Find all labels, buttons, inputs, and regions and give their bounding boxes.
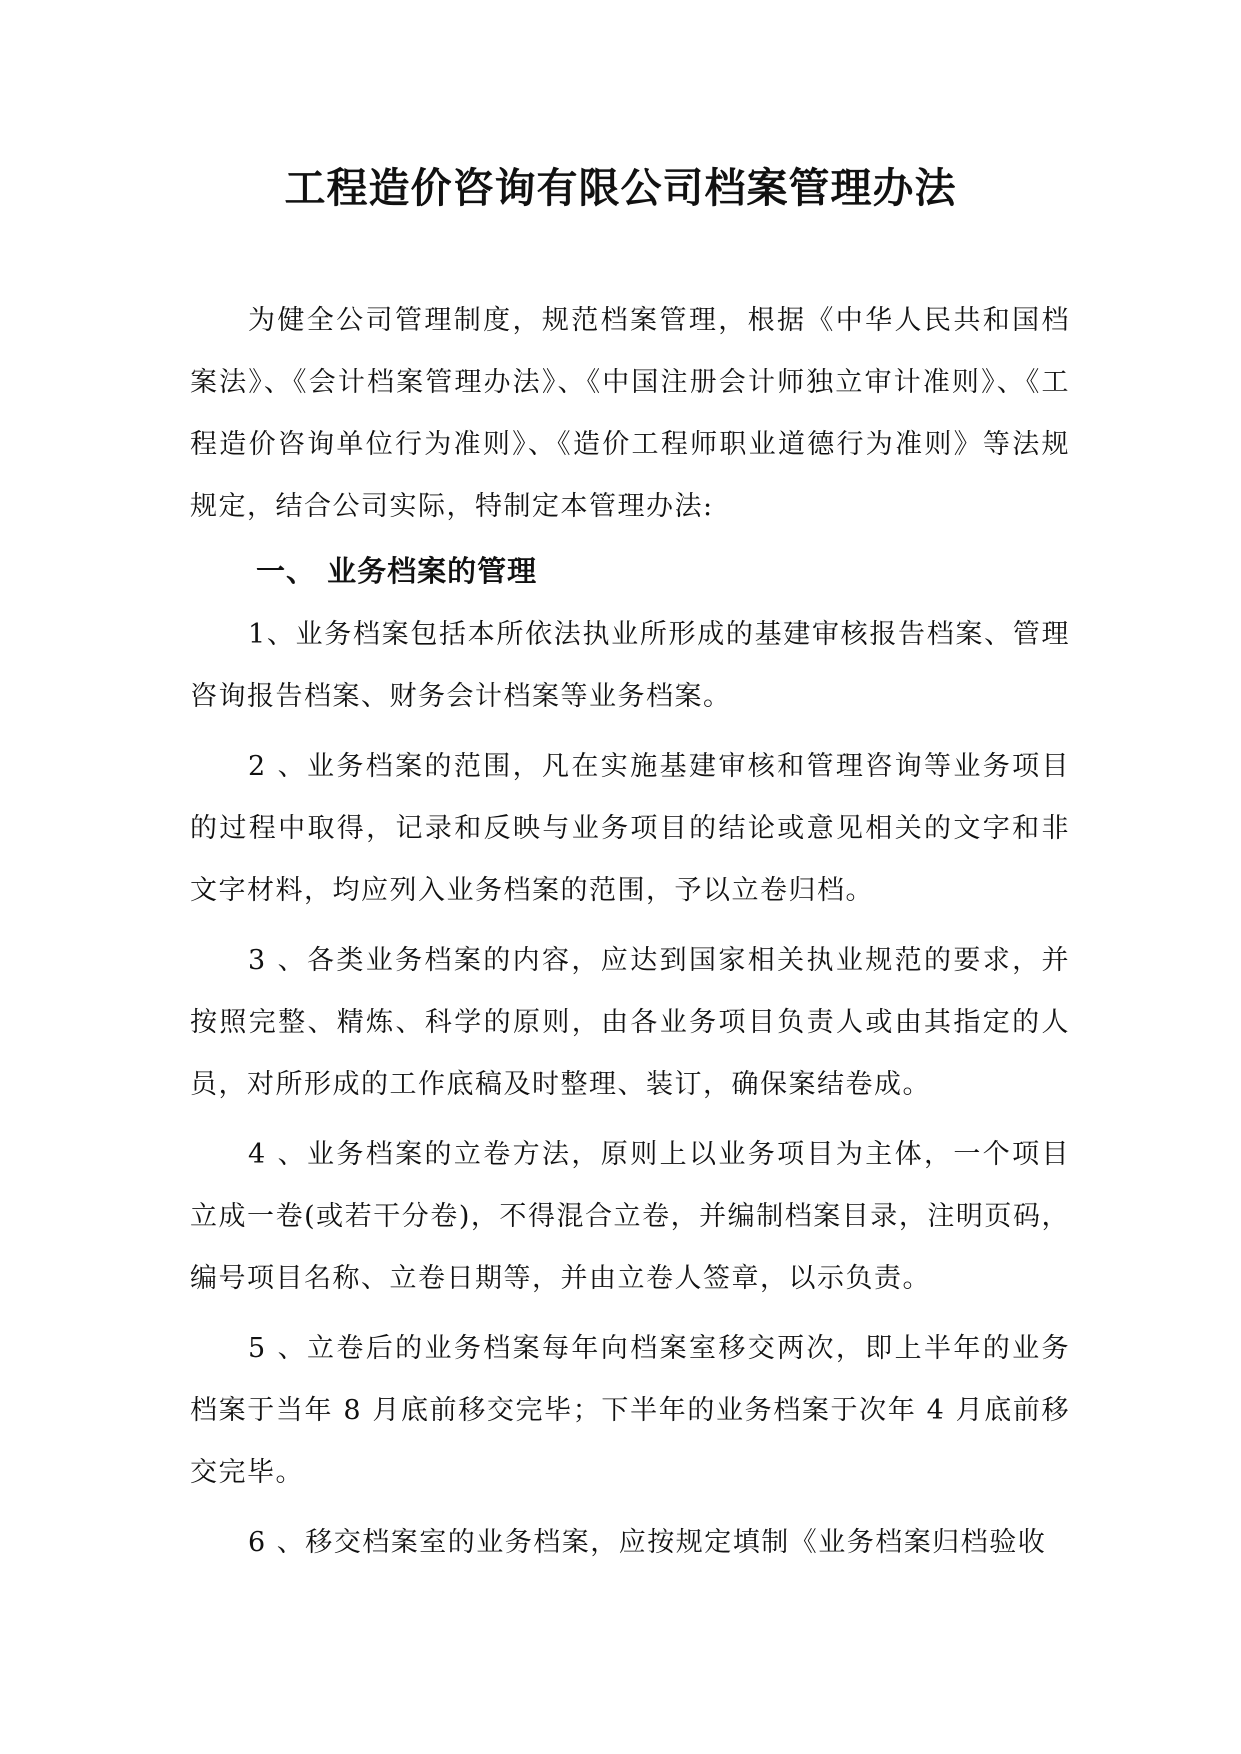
intro-paragraph: 为健全公司管理制度，规范档案管理，根据《中华人民共和国档案法》、《会计档案管理办法》、《中国注册会计师独立审计准则》、《工程造价咨询单位行为准则》、《造价工程师职业道德行为准则》等法规规定，结合公司实际，特制定本管理办法: (190, 305, 1070, 522)
document-body (190, 290, 1070, 1574)
list-item: 5 、立卷后的业务档案每年向档案室移交两次，即上半年的业务档案于当年 8 月底前移交完毕；下半年的业务档案于次年 4 月底前移交完毕。 (190, 1333, 1070, 1488)
list-item: 1、业务档案包括本所依法执业所形成的基建审核报告档案、管理咨询报告档案、财务会计档案等业务档案。 (190, 619, 1070, 712)
list-item: 4 、业务档案的立卷方法，原则上以业务项目为主体，一个项目立成一卷(或若干分卷)，不得混合立卷，并编制档案目录，注明页码，编号项目名称、立卷日期等，并由立卷人签章，以示负责。 (190, 1139, 1070, 1294)
list-item: 2 、业务档案的范围，凡在实施基建审核和管理咨询等业务项目的过程中取得，记录和反映与业务项目的结论或意见相关的文字和非文字材料，均应列入业务档案的范围，予以立卷归档。 (190, 751, 1070, 906)
section-heading: 一、 业务档案的管理 (256, 554, 538, 588)
list-item: 3 、各类业务档案的内容，应达到国家相关执业规范的要求，并按照完整、精炼、科学的原则，由各业务项目负责人或由其指定的人员，对所形成的工作底稿及时整理、装订，确保案结卷成。 (190, 945, 1070, 1100)
list-item: 6 、移交档案室的业务档案，应按规定填制《业务档案归档验收 (248, 1527, 1047, 1558)
document-title: 工程造价咨询有限公司档案管理办法 (284, 164, 957, 212)
